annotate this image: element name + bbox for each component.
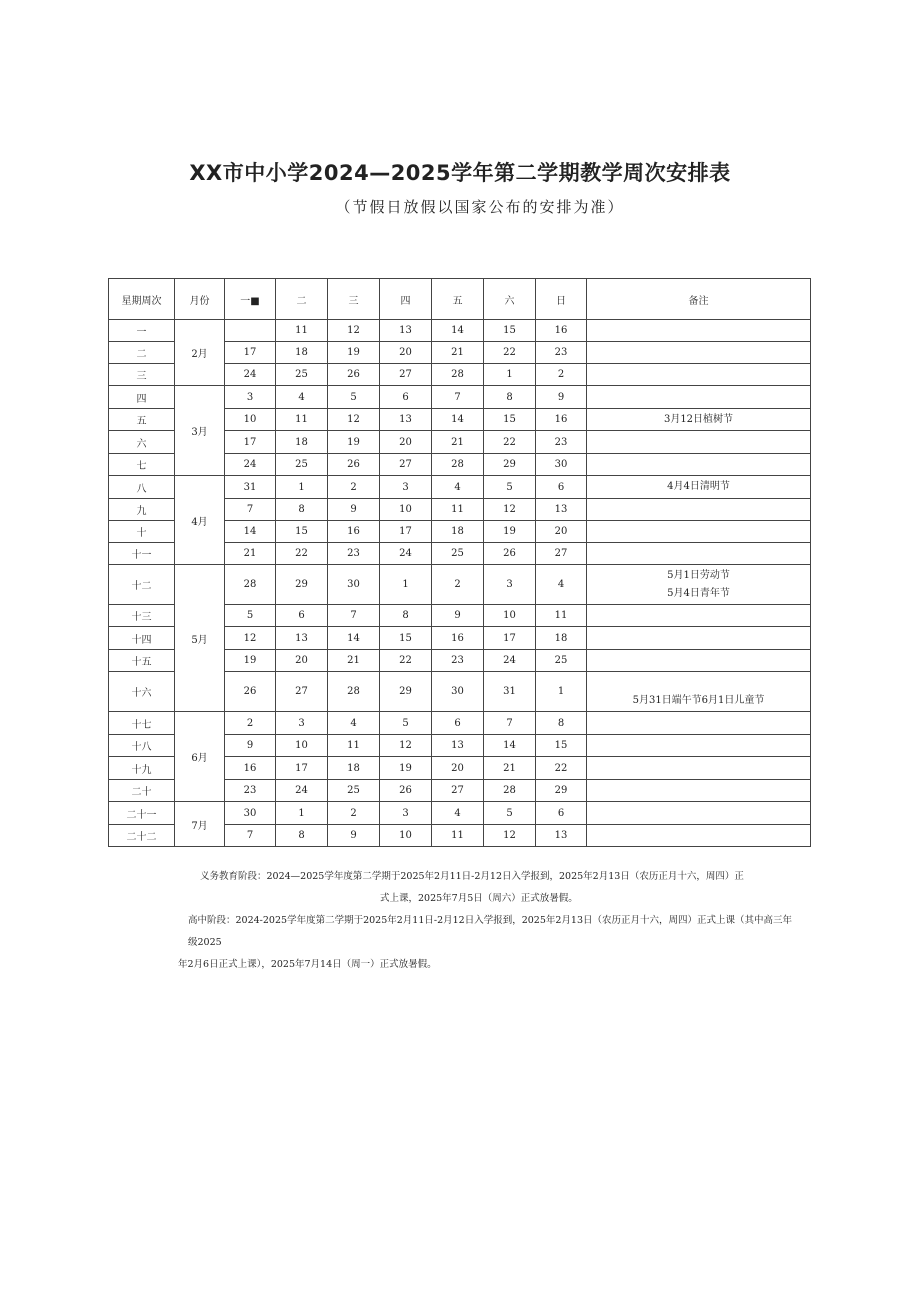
day-cell-fri: 9 bbox=[432, 605, 484, 627]
day-cell-tue: 10 bbox=[276, 735, 328, 757]
day-cell-tue: 22 bbox=[276, 543, 328, 565]
day-cell-tue: 29 bbox=[276, 565, 328, 605]
day-cell-thu: 19 bbox=[380, 757, 432, 780]
day-cell-sat: 10 bbox=[484, 605, 536, 627]
day-cell-sat: 22 bbox=[484, 342, 536, 364]
day-cell-fri: 28 bbox=[432, 364, 484, 386]
day-cell-sat: 15 bbox=[484, 320, 536, 342]
note-line: 5月1日劳动节 bbox=[667, 569, 730, 581]
day-cell-thu: 29 bbox=[380, 672, 432, 712]
table-row bbox=[109, 320, 811, 342]
day-cell-mon: 24 bbox=[225, 454, 276, 476]
day-cell-sun: 13 bbox=[536, 825, 587, 847]
day-cell-fri: 20 bbox=[432, 757, 484, 780]
note-cell: 4月4日清明节 bbox=[587, 476, 811, 499]
day-cell-sun: 25 bbox=[536, 650, 587, 672]
day-cell-sat: 29 bbox=[484, 454, 536, 476]
day-cell-sun: 11 bbox=[536, 605, 587, 627]
day-cell-fri: 23 bbox=[432, 650, 484, 672]
day-cell-sun: 9 bbox=[536, 386, 587, 409]
week-cell: 十二 bbox=[109, 565, 175, 605]
day-cell-wed: 7 bbox=[328, 605, 380, 627]
day-cell-sun: 4 bbox=[536, 565, 587, 605]
day-cell-tue: 25 bbox=[276, 454, 328, 476]
table-row bbox=[109, 386, 811, 409]
day-cell-wed: 30 bbox=[328, 565, 380, 605]
week-cell: 九 bbox=[109, 499, 175, 521]
day-cell-sat: 28 bbox=[484, 780, 536, 802]
day-cell-fri: 13 bbox=[432, 735, 484, 757]
header-month: 月份 bbox=[175, 279, 225, 320]
day-cell-tue: 4 bbox=[276, 386, 328, 409]
day-cell-sat: 17 bbox=[484, 627, 536, 650]
day-cell-mon: 7 bbox=[225, 499, 276, 521]
day-cell-sun: 18 bbox=[536, 627, 587, 650]
day-cell-wed: 19 bbox=[328, 342, 380, 364]
header-day-fri: 五 bbox=[432, 279, 484, 320]
note-cell bbox=[587, 320, 811, 342]
day-cell-sat: 31 bbox=[484, 672, 536, 712]
day-cell-thu: 5 bbox=[380, 712, 432, 735]
day-cell-tue: 20 bbox=[276, 650, 328, 672]
day-cell-sun: 2 bbox=[536, 364, 587, 386]
day-cell-mon: 16 bbox=[225, 757, 276, 780]
day-cell-fri: 2 bbox=[432, 565, 484, 605]
day-cell-sun: 6 bbox=[536, 802, 587, 825]
day-cell-thu: 1 bbox=[380, 565, 432, 605]
table-row bbox=[109, 712, 811, 735]
note-cell bbox=[587, 543, 811, 565]
day-cell-mon: 10 bbox=[225, 409, 276, 431]
day-cell-mon: 26 bbox=[225, 672, 276, 712]
highschool-note-line1: 高中阶段：2024-2025学年度第二学期于2025年2月11日-2月12日入学报到，2025年2月13日（农历正月十六，周四）正式上课（其中高三年级2025 bbox=[188, 915, 793, 948]
day-cell-tue: 11 bbox=[276, 320, 328, 342]
day-cell-sat: 1 bbox=[484, 364, 536, 386]
note-cell bbox=[587, 627, 811, 650]
note-cell bbox=[587, 712, 811, 735]
day-cell-wed: 2 bbox=[328, 802, 380, 825]
day-cell-wed: 5 bbox=[328, 386, 380, 409]
day-cell-fri: 14 bbox=[432, 409, 484, 431]
day-cell-sat: 24 bbox=[484, 650, 536, 672]
day-cell-thu: 10 bbox=[380, 825, 432, 847]
day-cell-fri: 27 bbox=[432, 780, 484, 802]
day-cell-mon: 17 bbox=[225, 431, 276, 454]
note-cell bbox=[587, 565, 811, 605]
week-cell: 二 bbox=[109, 342, 175, 364]
week-cell: 十五 bbox=[109, 650, 175, 672]
day-cell-wed: 4 bbox=[328, 712, 380, 735]
day-cell-thu: 27 bbox=[380, 454, 432, 476]
day-cell-mon: 19 bbox=[225, 650, 276, 672]
table-row bbox=[109, 565, 811, 605]
day-cell-mon bbox=[225, 320, 276, 342]
compulsory-note-line1: 义务教育阶段：2024—2025学年度第二学期于2025年2月11日-2月12日入学报到，2025年2月13日（农历正月十六，周四）正 bbox=[200, 871, 744, 882]
day-cell-thu: 13 bbox=[380, 320, 432, 342]
day-cell-thu: 20 bbox=[380, 342, 432, 364]
day-cell-thu: 24 bbox=[380, 543, 432, 565]
day-cell-wed: 14 bbox=[328, 627, 380, 650]
note-cell bbox=[587, 735, 811, 757]
day-cell-thu: 27 bbox=[380, 364, 432, 386]
day-cell-sat: 26 bbox=[484, 543, 536, 565]
day-cell-tue: 27 bbox=[276, 672, 328, 712]
header-day-thu: 四 bbox=[380, 279, 432, 320]
day-cell-fri: 6 bbox=[432, 712, 484, 735]
day-cell-mon: 9 bbox=[225, 735, 276, 757]
day-cell-wed: 23 bbox=[328, 543, 380, 565]
note-cell bbox=[587, 386, 811, 409]
day-cell-wed: 12 bbox=[328, 409, 380, 431]
week-cell: 四 bbox=[109, 386, 175, 409]
day-cell-mon: 2 bbox=[225, 712, 276, 735]
day-cell-mon: 28 bbox=[225, 565, 276, 605]
day-cell-tue: 17 bbox=[276, 757, 328, 780]
day-cell-mon: 17 bbox=[225, 342, 276, 364]
day-cell-sun: 1 bbox=[536, 672, 587, 712]
day-cell-thu: 10 bbox=[380, 499, 432, 521]
header-day-tue: 二 bbox=[276, 279, 328, 320]
header-note: 备注 bbox=[587, 279, 811, 320]
month-cell: 5月 bbox=[175, 565, 225, 712]
day-cell-tue: 24 bbox=[276, 780, 328, 802]
week-cell: 十四 bbox=[109, 627, 175, 650]
day-cell-wed: 28 bbox=[328, 672, 380, 712]
note-cell bbox=[587, 605, 811, 627]
note-cell: 5月31日端午节6月1日儿童节 bbox=[587, 672, 811, 712]
day-cell-wed: 16 bbox=[328, 521, 380, 543]
day-cell-wed: 21 bbox=[328, 650, 380, 672]
week-cell: 十一 bbox=[109, 543, 175, 565]
day-cell-wed: 18 bbox=[328, 757, 380, 780]
day-cell-tue: 6 bbox=[276, 605, 328, 627]
month-cell: 7月 bbox=[175, 802, 225, 847]
week-cell: 十七 bbox=[109, 712, 175, 735]
day-cell-tue: 15 bbox=[276, 521, 328, 543]
day-cell-thu: 3 bbox=[380, 802, 432, 825]
table-row bbox=[109, 802, 811, 825]
day-cell-fri: 7 bbox=[432, 386, 484, 409]
week-cell: 十六 bbox=[109, 672, 175, 712]
note-cell bbox=[587, 802, 811, 825]
day-cell-tue: 18 bbox=[276, 342, 328, 364]
note-cell bbox=[587, 431, 811, 454]
day-cell-sat: 5 bbox=[484, 802, 536, 825]
note-cell bbox=[587, 454, 811, 476]
day-cell-sun: 22 bbox=[536, 757, 587, 780]
day-cell-fri: 4 bbox=[432, 476, 484, 499]
day-cell-thu: 3 bbox=[380, 476, 432, 499]
day-cell-sat: 12 bbox=[484, 825, 536, 847]
day-cell-fri: 16 bbox=[432, 627, 484, 650]
day-cell-fri: 11 bbox=[432, 499, 484, 521]
day-cell-fri: 25 bbox=[432, 543, 484, 565]
day-cell-mon: 14 bbox=[225, 521, 276, 543]
week-cell: 二十 bbox=[109, 780, 175, 802]
day-cell-wed: 12 bbox=[328, 320, 380, 342]
day-cell-sun: 30 bbox=[536, 454, 587, 476]
day-cell-sat: 21 bbox=[484, 757, 536, 780]
day-cell-tue: 1 bbox=[276, 476, 328, 499]
day-cell-thu: 17 bbox=[380, 521, 432, 543]
header-day-mon: 一■ bbox=[225, 279, 276, 320]
day-cell-thu: 12 bbox=[380, 735, 432, 757]
day-cell-sun: 23 bbox=[536, 342, 587, 364]
day-cell-sat: 14 bbox=[484, 735, 536, 757]
day-cell-mon: 5 bbox=[225, 605, 276, 627]
day-cell-tue: 18 bbox=[276, 431, 328, 454]
day-cell-sat: 22 bbox=[484, 431, 536, 454]
day-cell-sat: 19 bbox=[484, 521, 536, 543]
page-title: XX市中小学2024—2025学年第二学期教学周次安排表 bbox=[189, 161, 731, 185]
day-cell-sun: 16 bbox=[536, 320, 587, 342]
day-cell-sun: 15 bbox=[536, 735, 587, 757]
day-cell-sat: 5 bbox=[484, 476, 536, 499]
day-cell-sun: 6 bbox=[536, 476, 587, 499]
note-cell bbox=[587, 650, 811, 672]
note-line: 5月4日青年节 bbox=[667, 587, 730, 599]
day-cell-sun: 16 bbox=[536, 409, 587, 431]
day-cell-wed: 26 bbox=[328, 364, 380, 386]
day-cell-mon: 24 bbox=[225, 364, 276, 386]
day-cell-thu: 13 bbox=[380, 409, 432, 431]
day-cell-thu: 26 bbox=[380, 780, 432, 802]
day-cell-fri: 28 bbox=[432, 454, 484, 476]
week-cell: 十三 bbox=[109, 605, 175, 627]
note-cell bbox=[587, 780, 811, 802]
month-cell: 3月 bbox=[175, 386, 225, 476]
day-cell-tue: 13 bbox=[276, 627, 328, 650]
day-cell-fri: 21 bbox=[432, 431, 484, 454]
day-cell-wed: 19 bbox=[328, 431, 380, 454]
day-cell-thu: 20 bbox=[380, 431, 432, 454]
note-cell bbox=[587, 342, 811, 364]
highschool-note-line2: 年2月6日正式上课），2025年7月14日（周一）正式放暑假。 bbox=[178, 959, 437, 970]
week-cell: 一 bbox=[109, 320, 175, 342]
week-cell: 二十一 bbox=[109, 802, 175, 825]
day-cell-fri: 21 bbox=[432, 342, 484, 364]
month-cell: 4月 bbox=[175, 476, 225, 565]
day-cell-fri: 30 bbox=[432, 672, 484, 712]
day-cell-mon: 21 bbox=[225, 543, 276, 565]
week-cell: 六 bbox=[109, 431, 175, 454]
day-cell-thu: 22 bbox=[380, 650, 432, 672]
schedule-table bbox=[108, 278, 811, 847]
day-cell-sun: 8 bbox=[536, 712, 587, 735]
week-cell: 十八 bbox=[109, 735, 175, 757]
day-cell-sun: 27 bbox=[536, 543, 587, 565]
day-cell-sat: 15 bbox=[484, 409, 536, 431]
day-cell-tue: 11 bbox=[276, 409, 328, 431]
week-cell: 八 bbox=[109, 476, 175, 499]
day-cell-fri: 14 bbox=[432, 320, 484, 342]
day-cell-sat: 12 bbox=[484, 499, 536, 521]
day-cell-mon: 31 bbox=[225, 476, 276, 499]
note-cell: 3月12日植树节 bbox=[587, 409, 811, 431]
day-cell-sun: 23 bbox=[536, 431, 587, 454]
day-cell-thu: 6 bbox=[380, 386, 432, 409]
day-cell-fri: 18 bbox=[432, 521, 484, 543]
day-cell-mon: 7 bbox=[225, 825, 276, 847]
day-cell-wed: 9 bbox=[328, 499, 380, 521]
day-cell-tue: 25 bbox=[276, 364, 328, 386]
header-row bbox=[109, 279, 811, 320]
day-cell-tue: 8 bbox=[276, 499, 328, 521]
day-cell-mon: 3 bbox=[225, 386, 276, 409]
day-cell-sun: 29 bbox=[536, 780, 587, 802]
week-cell: 十九 bbox=[109, 757, 175, 780]
day-cell-wed: 26 bbox=[328, 454, 380, 476]
week-cell: 十 bbox=[109, 521, 175, 543]
day-cell-mon: 23 bbox=[225, 780, 276, 802]
week-cell: 七 bbox=[109, 454, 175, 476]
footer-notes bbox=[178, 866, 798, 976]
day-cell-wed: 2 bbox=[328, 476, 380, 499]
note-cell bbox=[587, 521, 811, 543]
day-cell-tue: 8 bbox=[276, 825, 328, 847]
day-cell-wed: 11 bbox=[328, 735, 380, 757]
day-cell-wed: 25 bbox=[328, 780, 380, 802]
day-cell-thu: 8 bbox=[380, 605, 432, 627]
note-cell bbox=[587, 499, 811, 521]
day-cell-fri: 11 bbox=[432, 825, 484, 847]
compulsory-note-line2: 式上课，2025年7月5日（周六）正式放暑假。 bbox=[380, 893, 578, 904]
note-cell bbox=[587, 364, 811, 386]
month-cell: 2月 bbox=[175, 320, 225, 386]
day-cell-mon: 12 bbox=[225, 627, 276, 650]
table-row bbox=[109, 476, 811, 499]
page-subtitle: （节假日放假以国家公布的安排为准） bbox=[335, 198, 625, 216]
header-week: 星期周次 bbox=[109, 279, 175, 320]
header-day-sat: 六 bbox=[484, 279, 536, 320]
day-cell-wed: 9 bbox=[328, 825, 380, 847]
day-cell-sat: 8 bbox=[484, 386, 536, 409]
day-cell-mon: 30 bbox=[225, 802, 276, 825]
month-cell: 6月 bbox=[175, 712, 225, 802]
day-cell-thu: 15 bbox=[380, 627, 432, 650]
week-cell: 五 bbox=[109, 409, 175, 431]
day-cell-sun: 20 bbox=[536, 521, 587, 543]
day-cell-fri: 4 bbox=[432, 802, 484, 825]
note-cell bbox=[587, 757, 811, 780]
day-cell-sat: 3 bbox=[484, 565, 536, 605]
week-cell: 三 bbox=[109, 364, 175, 386]
header-day-wed: 三 bbox=[328, 279, 380, 320]
day-cell-sun: 13 bbox=[536, 499, 587, 521]
week-cell: 二十二 bbox=[109, 825, 175, 847]
day-cell-tue: 1 bbox=[276, 802, 328, 825]
note-cell bbox=[587, 825, 811, 847]
day-cell-tue: 3 bbox=[276, 712, 328, 735]
day-cell-sat: 7 bbox=[484, 712, 536, 735]
header-day-sun: 日 bbox=[536, 279, 587, 320]
